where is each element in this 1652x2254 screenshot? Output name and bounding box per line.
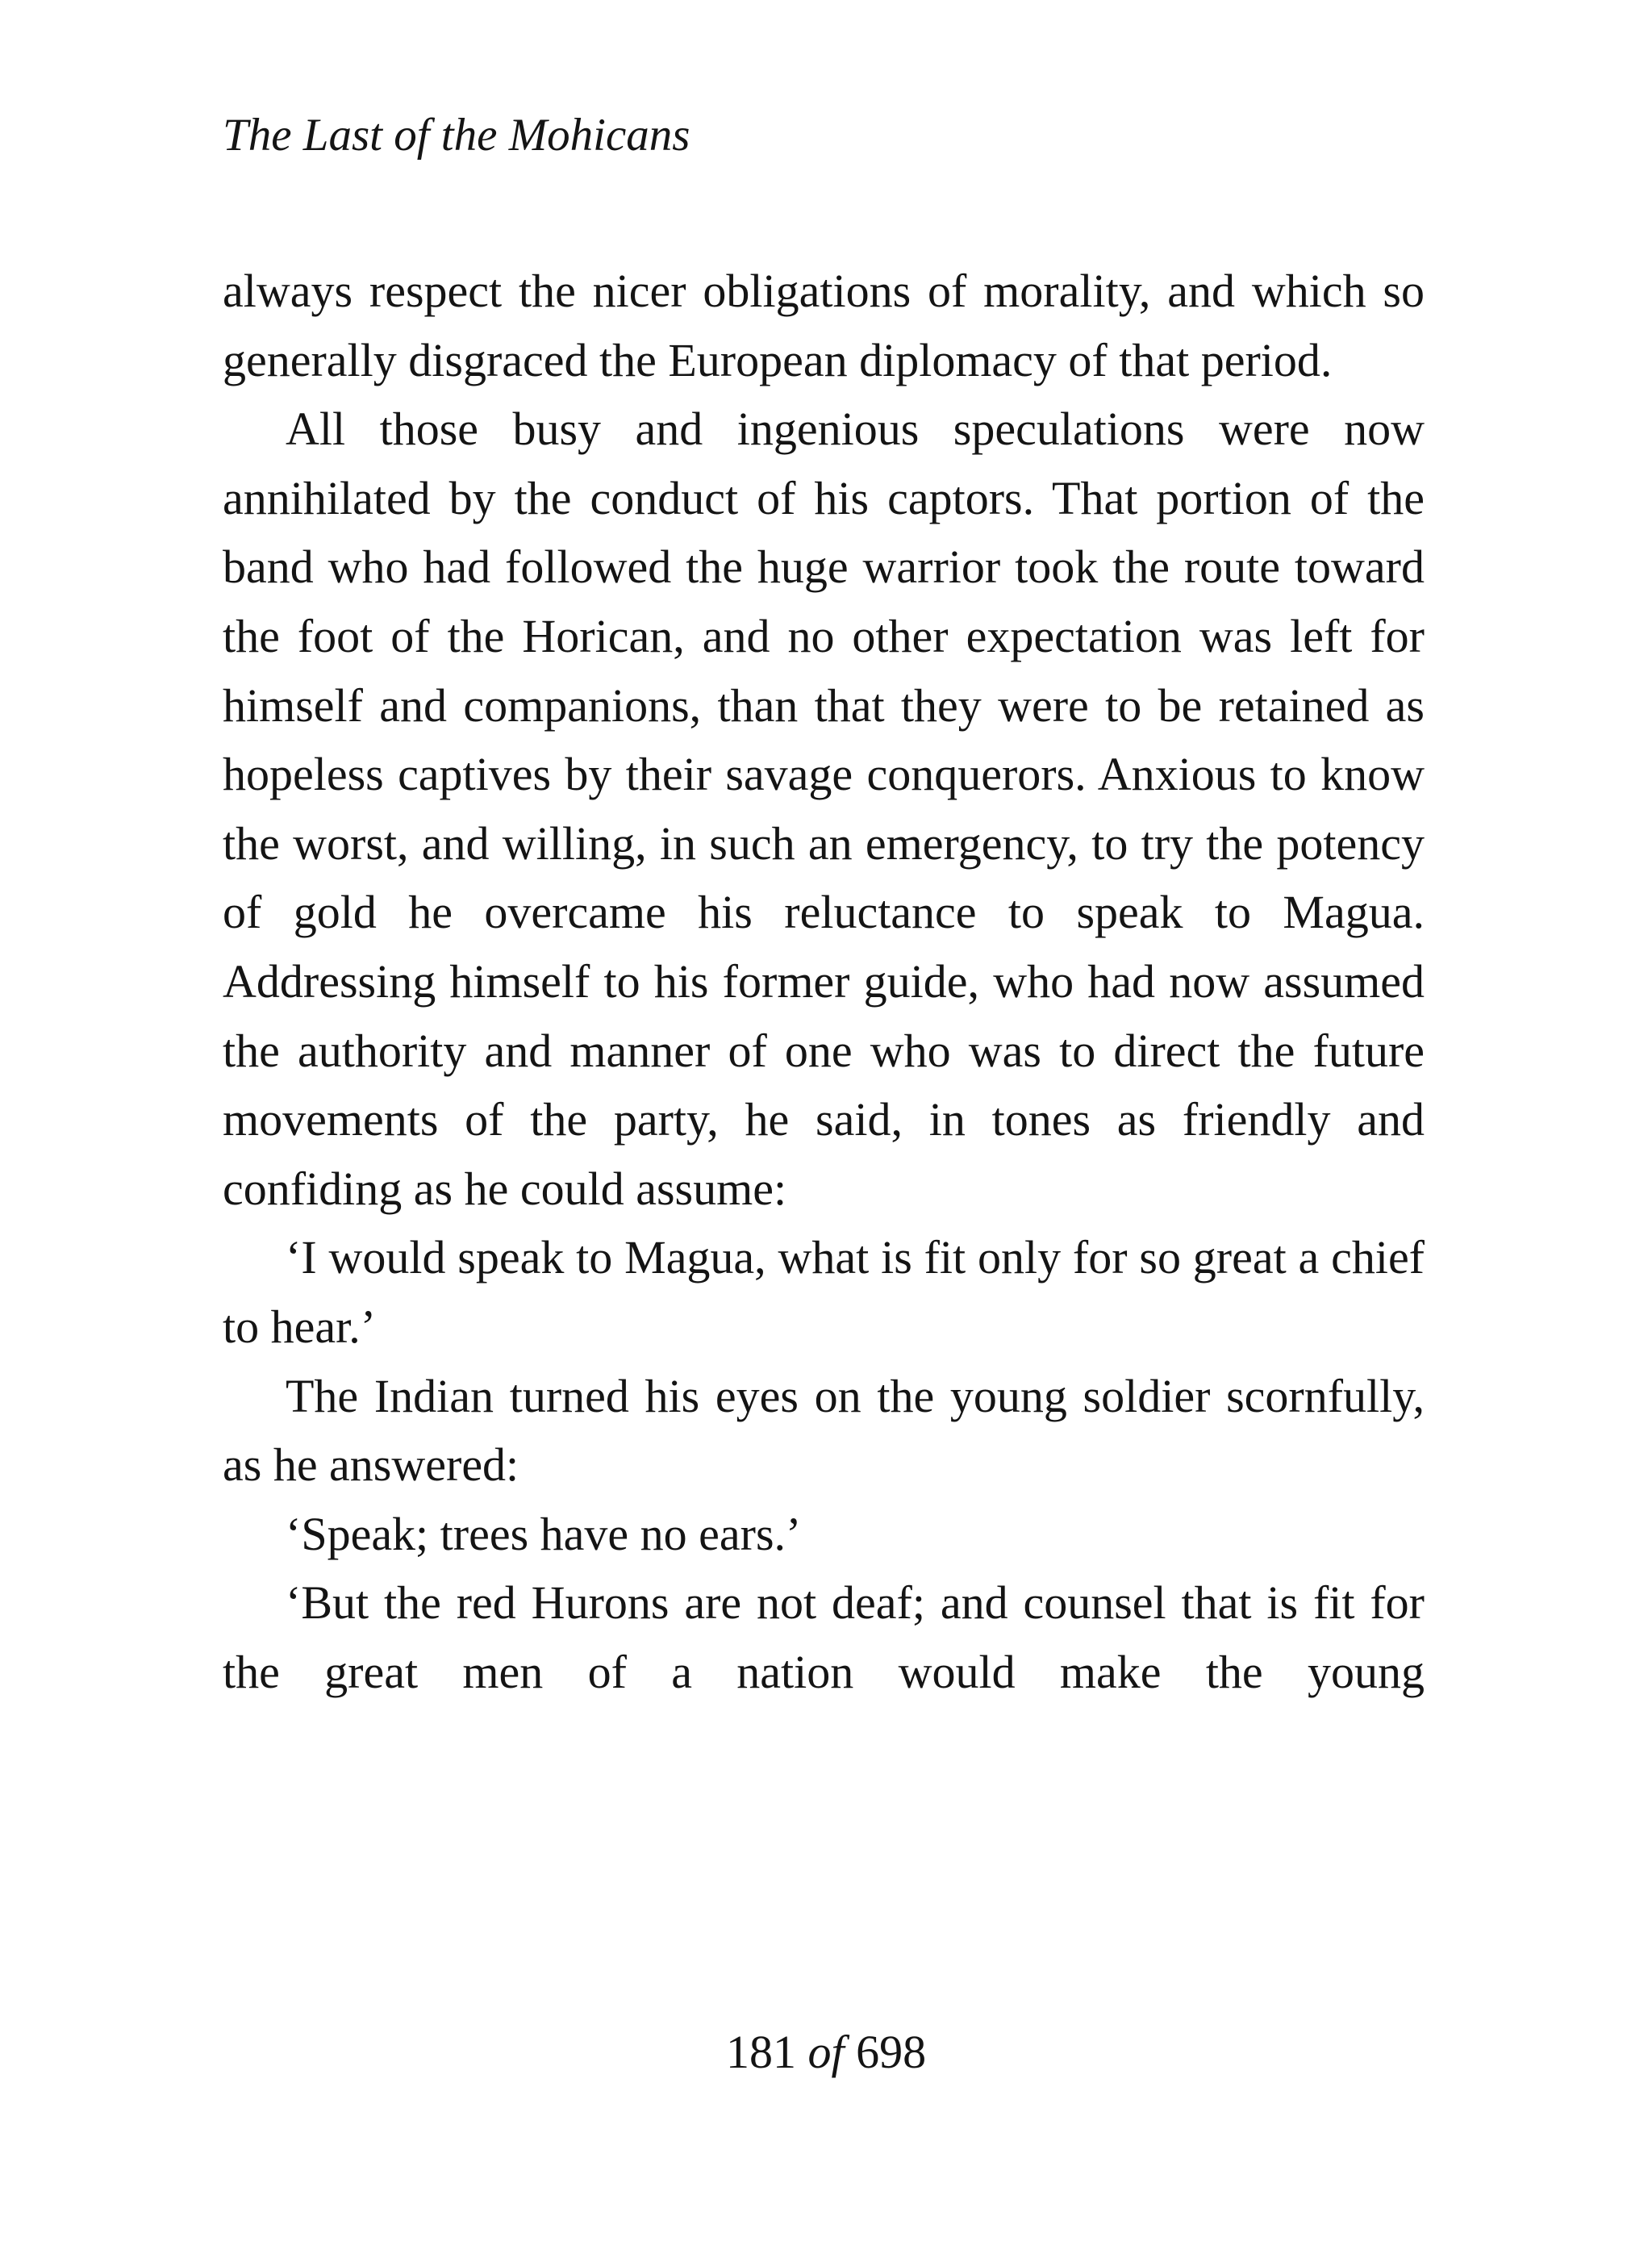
page-number	[0, 2020, 1652, 2085]
page-number-total: 698	[856, 2026, 927, 2078]
running-head: The Last of the Mohicans	[223, 110, 690, 161]
page-number-separator: of	[807, 2026, 845, 2078]
paragraph-indian-answer: The Indian turned his eyes on the young soldier scornfully, as he answered:	[223, 1369, 1425, 1492]
paragraph-dialogue-magua: ‘Speak; trees have no ears.’	[286, 1507, 802, 1560]
paragraph-speculations: All those busy and ingenious speculations were now annihilated by the conduct of his captors. That portion of the band who had followed the huge warrior took the route toward the foot of the Horican, and no other expectation was left for himself and companions, than that they were to be retained as hopeless captives by their savage conquerors. Anxious to know the worst, and willing, in such an emergency, to try the potency of gold he overcame his reluctance to speak to Magua. Addressing himself to his former guide, who had now assumed the authority and manner of one who was to direct the future movements of the party, he said, in tones as friendly and confiding as he could assume:	[223, 403, 1425, 1215]
paragraph-dialogue-hurons: ‘But the red Hurons are not deaf; and counsel that is fit for the great men of a nation would make the young	[223, 1576, 1425, 1698]
paragraph-dialogue-heyward: ‘I would speak to Magua, what is fit only for so great a chief to hear.’	[223, 1231, 1425, 1353]
paragraph-continued: always respect the nicer obligations of morality, and which so generally disgraced the European diplomacy of that period.	[223, 265, 1425, 386]
page-number-current: 181	[725, 2026, 796, 2078]
body-text	[223, 257, 1425, 1706]
